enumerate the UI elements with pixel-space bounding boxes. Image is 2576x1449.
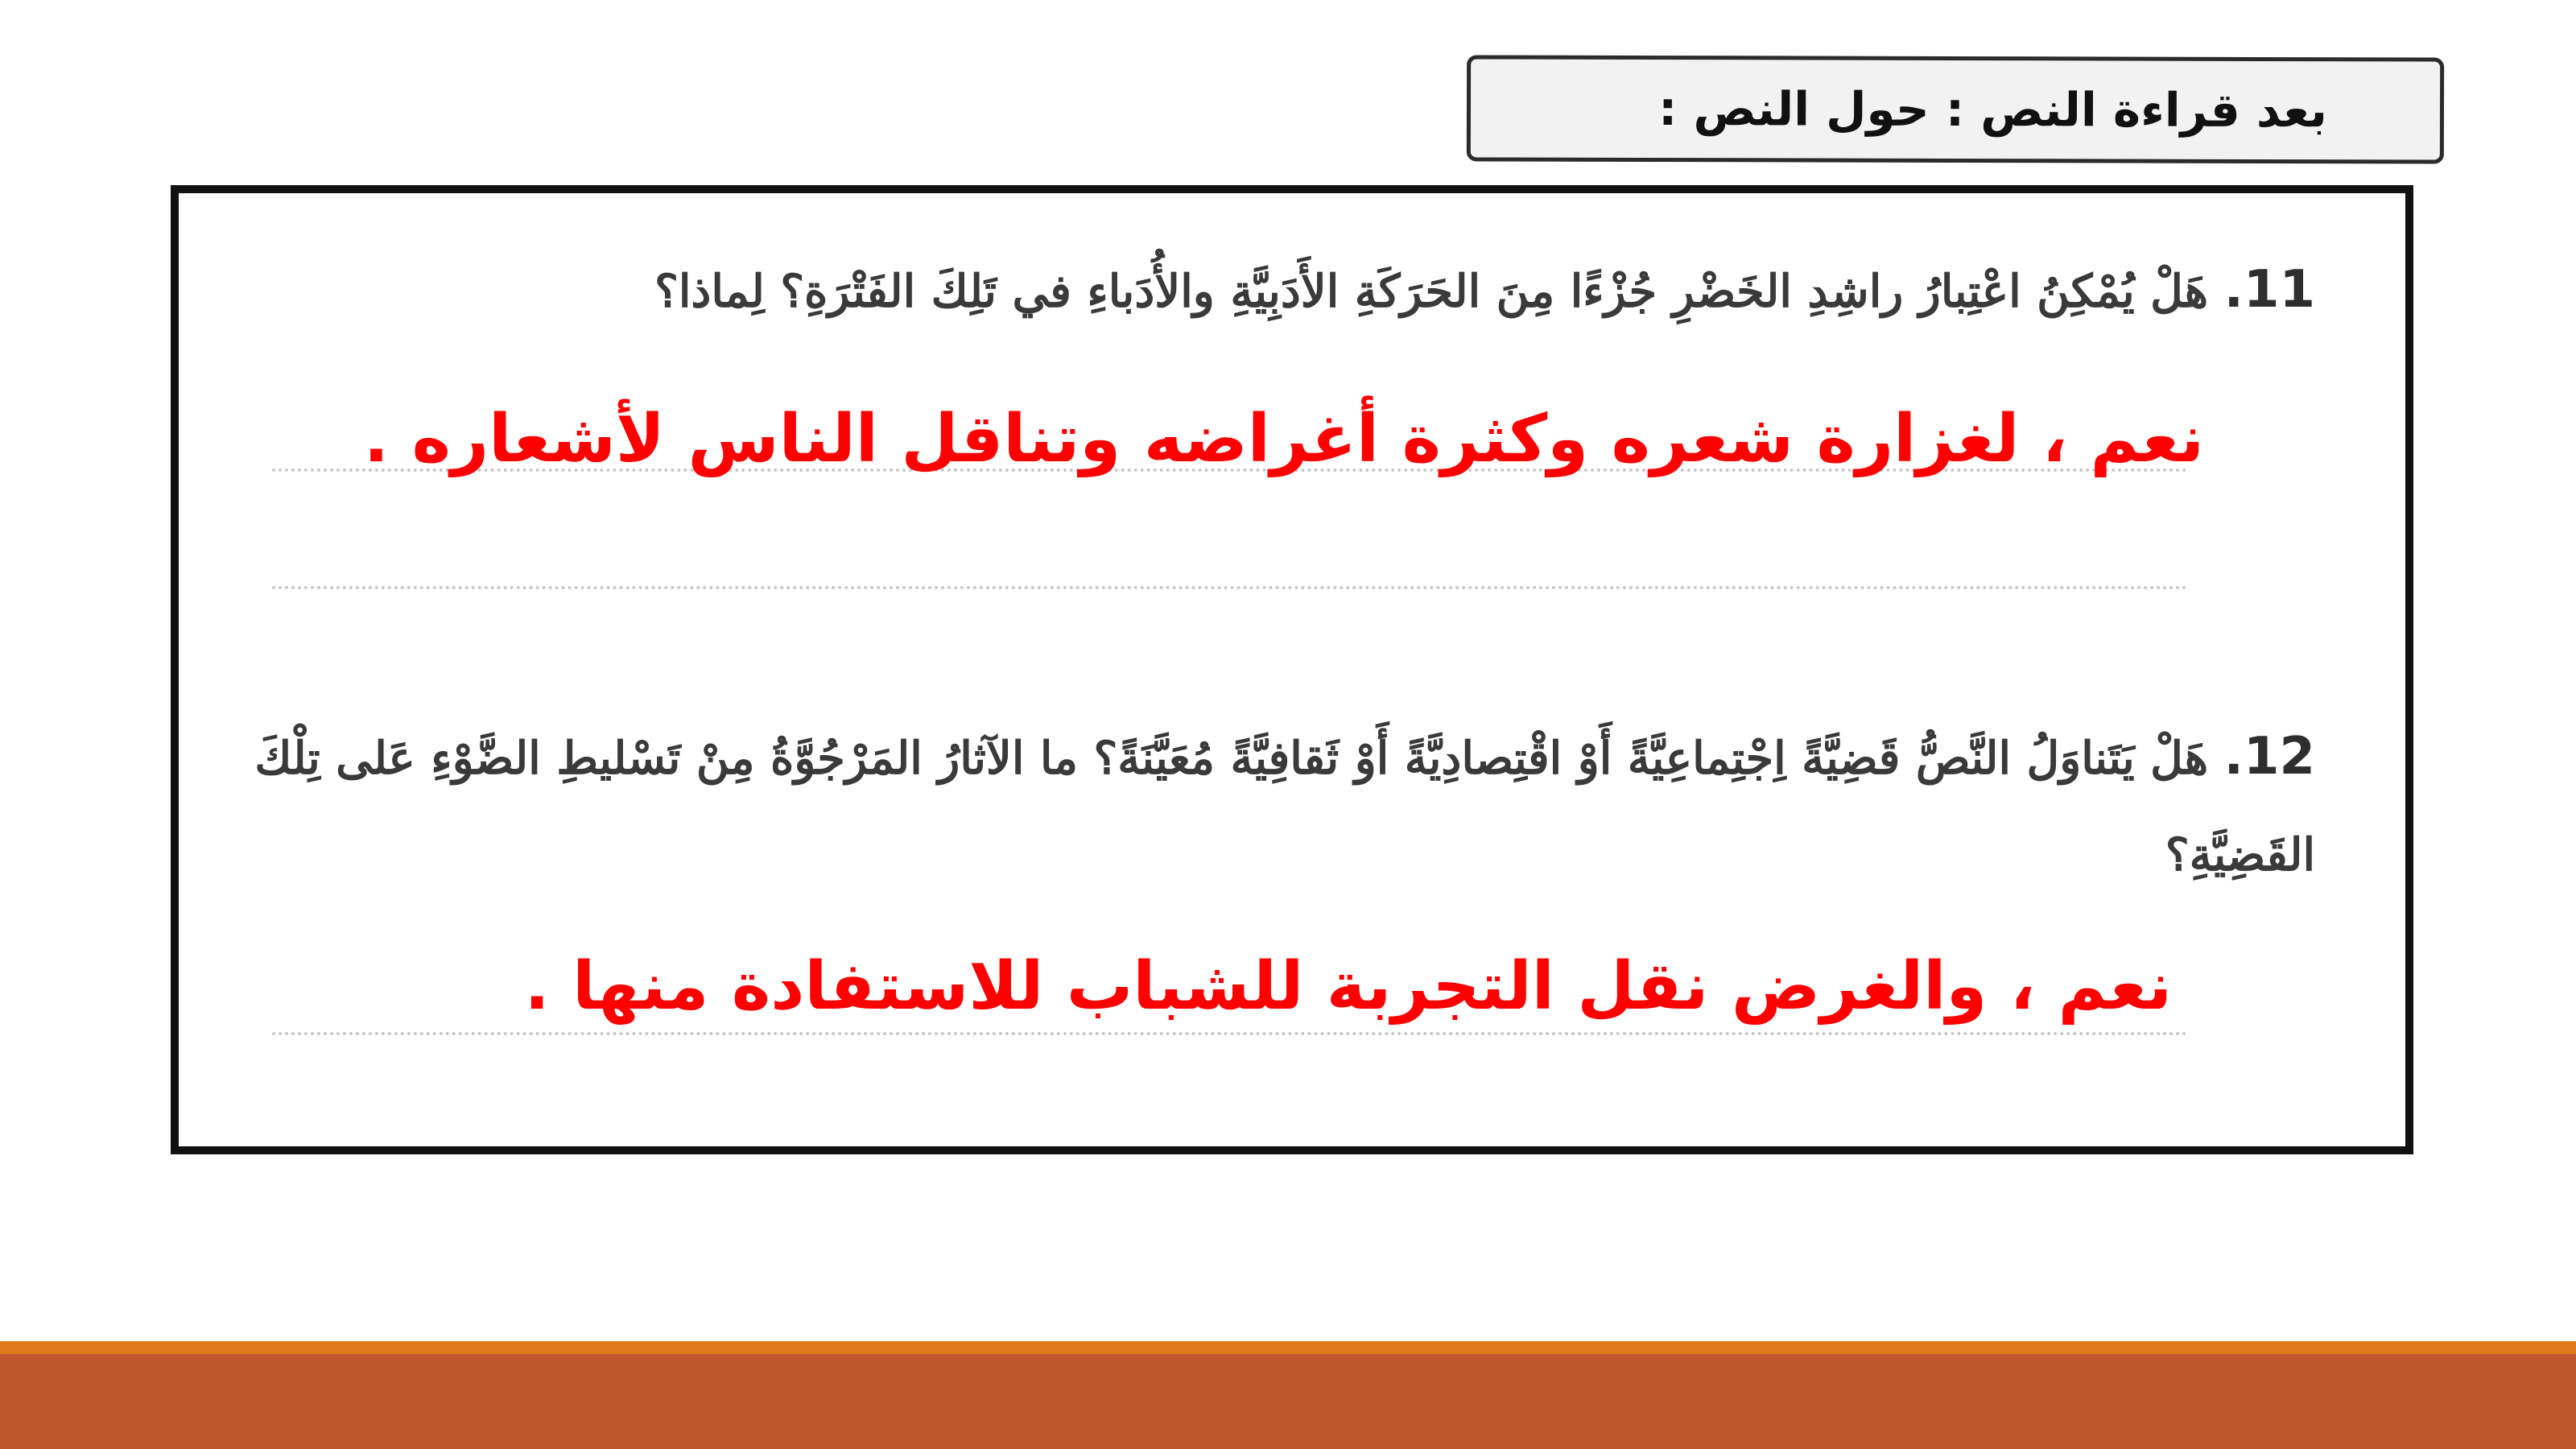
question-text: هَلْ يُمْكِنُ اعْتِبارُ راشِدِ الخَضْرِ جُزْءًا مِنَ الحَرَكَةِ الأَدَبِيَّةِ والأُدَباءِ في تَلِكَ الفَتْرَةِ؟ لِماذا؟ [654, 265, 2209, 318]
answer-line [272, 1032, 2188, 1035]
question-number: 11. [2223, 260, 2315, 320]
section-header-title: بعد قراءة النص : حول النص : [1658, 81, 2328, 138]
question-number: 12. [2223, 727, 2315, 786]
section-header [1467, 55, 2444, 163]
answer-12: نعم ، والغرض نقل التجربة للشباب للاستفادة منها . [524, 948, 2172, 1025]
answer-line [272, 586, 2188, 589]
question-12 [254, 708, 2315, 903]
answer-11: نعم ، لغزارة شعره وكثرة أغراضه وتناقل الناس لأشعاره . [363, 401, 2204, 477]
questions-panel [171, 185, 2413, 1154]
footer-bar [0, 1354, 2576, 1449]
footer-accent-bar [0, 1341, 2576, 1354]
question-text: هَلْ يَتَناوَلُ النَّصُّ قَضِيَّةً اِجْتِماعِيَّةً أَوْ اقْتِصادِيَّةً أَوْ ثَقافِيَّةً مُعَيَّنَةً؟ ما الآثارُ المَرْجُوَّةُ مِنْ تَسْليطِ الضَّوْءِ عَلى تِلْكَ القَضِيَّةِ؟ [254, 732, 2315, 881]
question-11 [254, 242, 2315, 340]
